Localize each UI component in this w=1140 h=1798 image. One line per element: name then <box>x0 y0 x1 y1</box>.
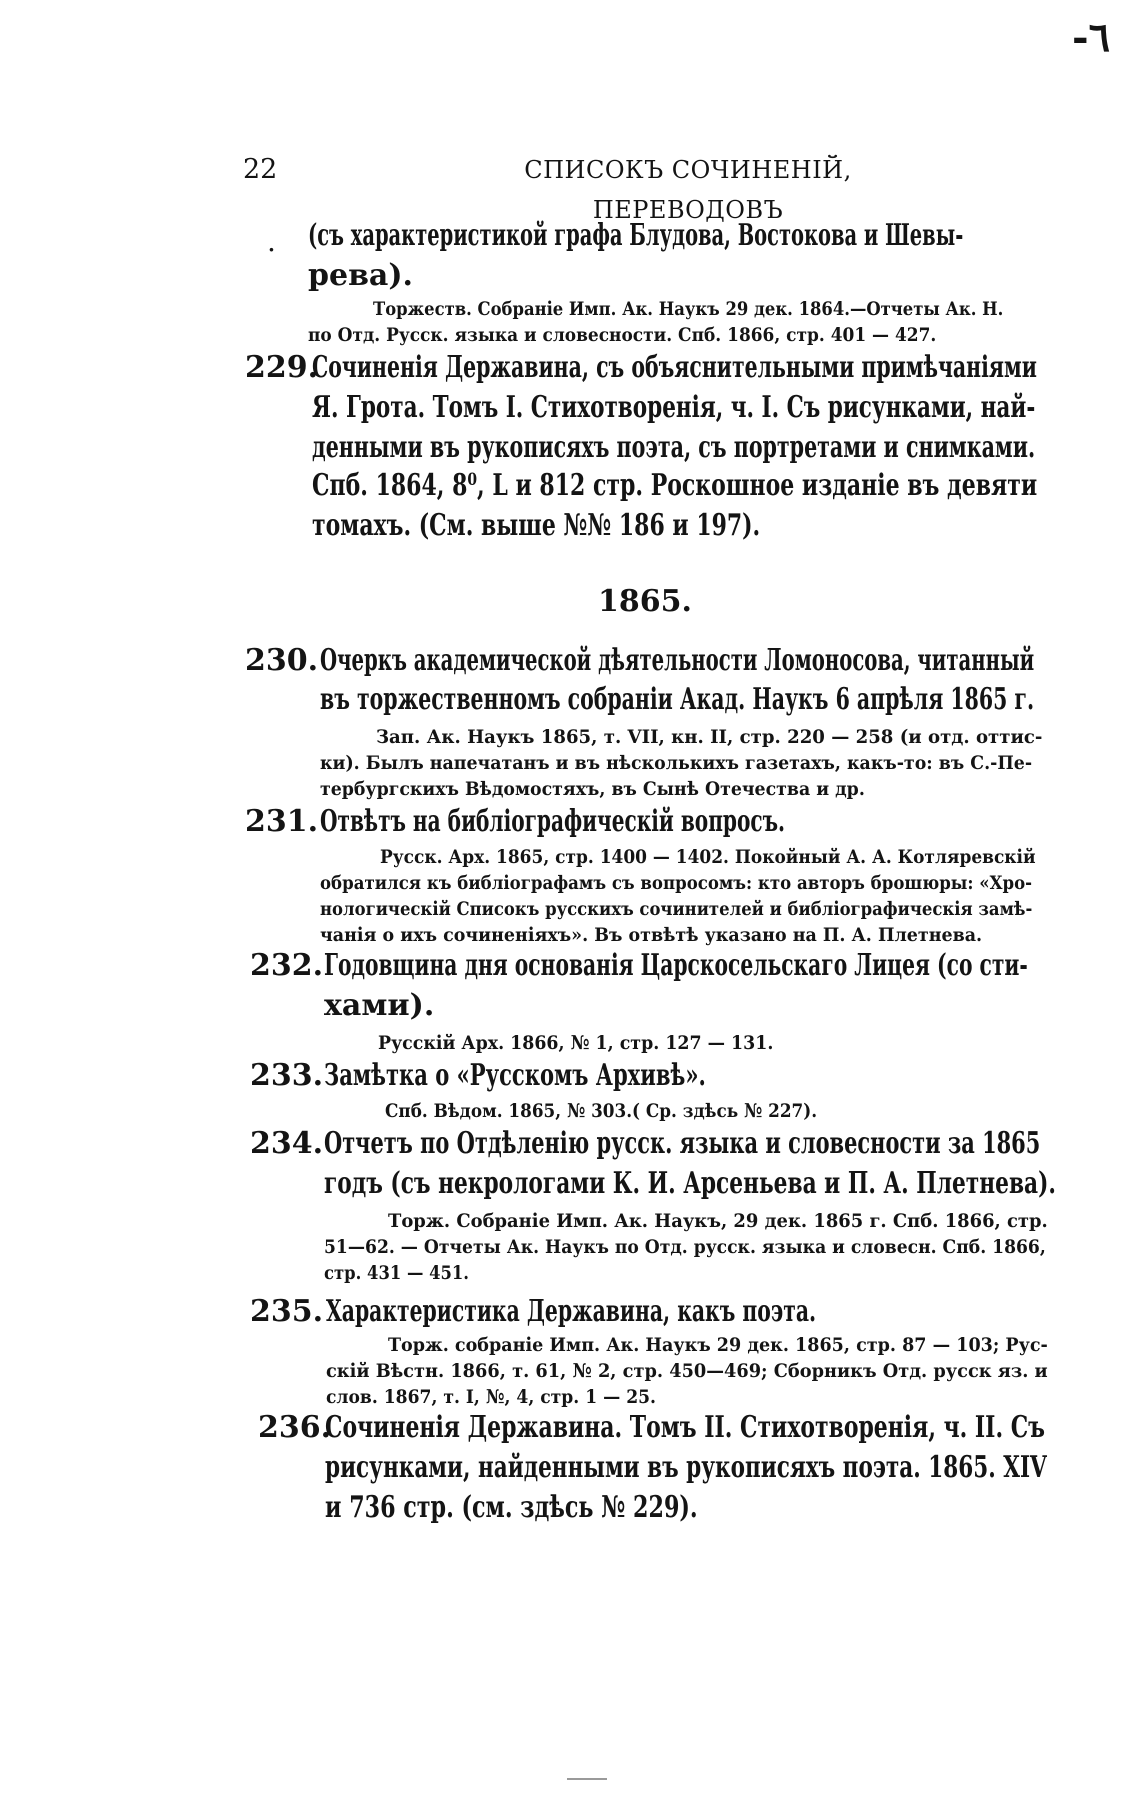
entry-229-line: денными въ рукописяхъ поэта, съ портретами и снимками. <box>312 430 1036 465</box>
bibliographic-note: ки). Былъ напечатанъ и въ нѣсколькихъ газетахъ, какъ-то: въ С.-Пе- <box>320 752 1033 774</box>
entry-232-line: хами). <box>324 988 435 1023</box>
bibliographic-note: скій Вѣстн. 1866, т. 61, № 2, стр. 450—469; Сборникъ Отд. русск яз. и <box>326 1360 1048 1382</box>
entry-229-line: томахъ. (См. выше №№ 186 и 197). <box>312 508 761 543</box>
entry-236-line: рисунками, найденными въ рукописяхъ поэта. 1865. XIV <box>325 1450 1047 1485</box>
entry-231-line: Отвѣтъ на библіографическій вопросъ. <box>320 804 786 839</box>
entry-number-236: 236. <box>258 1410 332 1445</box>
bibliographic-note: 51—62. — Отчеты Ак. Наукъ по Отд. русск. языка и словесн. Спб. 1866, <box>324 1236 1046 1258</box>
entry-number-231: 231. <box>245 804 319 839</box>
entry-234-line: Отчетъ по Отдѣленію русск. языка и словесности за 1865 <box>324 1126 1041 1161</box>
bibliographic-note: тербургскихъ Вѣдомостяхъ, въ Сынѣ Отечества и др. <box>320 778 865 800</box>
entry-number-235: 235. <box>250 1294 324 1329</box>
running-title: СПИСОКЪ СОЧИНЕНІЙ, ПЕРЕВОДОВЪ <box>524 156 852 224</box>
bibliographic-note: Торж. Собраніе Имп. Ак. Наукъ, 29 дек. 1865 г. Спб. 1866, стр. <box>388 1210 1048 1232</box>
bibliographic-note: чанія о ихъ сочиненіяхъ». Въ отвѣтѣ указано на П. А. Плетнева. <box>320 924 983 946</box>
bibliographic-note: стр. 431 — 451. <box>324 1262 470 1284</box>
entry-230-line: Очеркъ академической дѣятельности Ломоносова, читанный <box>320 643 1035 678</box>
entry-number-230: 230. <box>245 643 319 678</box>
entry-number-233: 233. <box>250 1058 324 1093</box>
bibliographic-note: обратился къ библіографамъ съ вопросомъ: кто авторъ брошюры: «Хро- <box>320 872 1033 894</box>
entry-number-229: 229. <box>245 350 319 385</box>
entry-number-232: 232. <box>250 948 324 983</box>
entry-236-line: и 736 стр. (см. здѣсь № 229). <box>325 1490 698 1525</box>
entry-234-line: годъ (съ некрологами К. И. Арсеньева и П. А. Плетнева). <box>324 1166 1056 1201</box>
bibliographic-note: Торж. собраніе Имп. Ак. Наукъ 29 дек. 1865, стр. 87 — 103; Рус- <box>388 1334 1048 1356</box>
page-header <box>243 150 1033 224</box>
continuation-line: рева). <box>308 258 413 293</box>
bibliographic-note: Торжеств. Собраніе Имп. Ак. Наукъ 29 дек. 1864.—Отчеты Ак. Н. <box>373 298 1004 320</box>
page-number: 22 <box>243 154 278 185</box>
entry-233-line: Замѣтка о «Русскомъ Архивѣ». <box>324 1058 706 1093</box>
year-heading: 1865. <box>598 584 692 619</box>
entry-235-line: Характеристика Державина, какъ поэта. <box>326 1294 817 1329</box>
bibliographic-note: Русскій Арх. 1866, № 1, стр. 127 — 131. <box>378 1032 774 1054</box>
entry-229-line: Я. Грота. Томъ I. Стихотворенія, ч. I. Съ рисунками, най- <box>312 390 1036 425</box>
continuation-line: (съ характеристикой графа Блудова, Востокова и Шевы- <box>308 218 964 253</box>
entry-229-line: Спб. 1864, 8⁰, L и 812 стр. Роскошное изданіе въ девяти <box>312 468 1038 503</box>
bibliographic-note: Спб. Вѣдом. 1865, № 303.( Ср. здѣсь № 227). <box>385 1100 818 1122</box>
bibliographic-note: по Отд. Русск. языка и словесности. Спб. 1866, стр. 401 — 427. <box>308 324 937 346</box>
bibliographic-note: нологическій Списокъ русскихъ сочинителей и библіографическія замѣ- <box>320 898 1033 920</box>
entry-236-line: Сочиненія Державина. Томъ II. Стихотворенія, ч. II. Съ <box>325 1410 1045 1445</box>
corner-mark: -٦ <box>1072 14 1111 61</box>
entry-229-line: Сочиненія Державина, съ объяснительными примѣчаніями <box>312 350 1037 385</box>
stray-mark: . <box>267 225 276 258</box>
entry-number-234: 234. <box>250 1126 324 1161</box>
bottom-rule <box>567 1778 607 1780</box>
entry-232-line: Годовщина дня основанія Царскосельскаго Лицея (со сти- <box>324 948 1028 983</box>
bibliographic-note: слов. 1867, т. I, №, 4, стр. 1 — 25. <box>326 1386 656 1408</box>
bibliographic-note: Зап. Ак. Наукъ 1865, т. VII, кн. II, стр. 220 — 258 (и отд. оттис- <box>376 726 1043 748</box>
bibliographic-note: Русск. Арх. 1865, стр. 1400 — 1402. Покойный А. А. Котляревскій <box>380 846 1036 868</box>
entry-230-line: въ торжественномъ собраніи Акад. Наукъ 6 апрѣля 1865 г. <box>320 682 1035 717</box>
